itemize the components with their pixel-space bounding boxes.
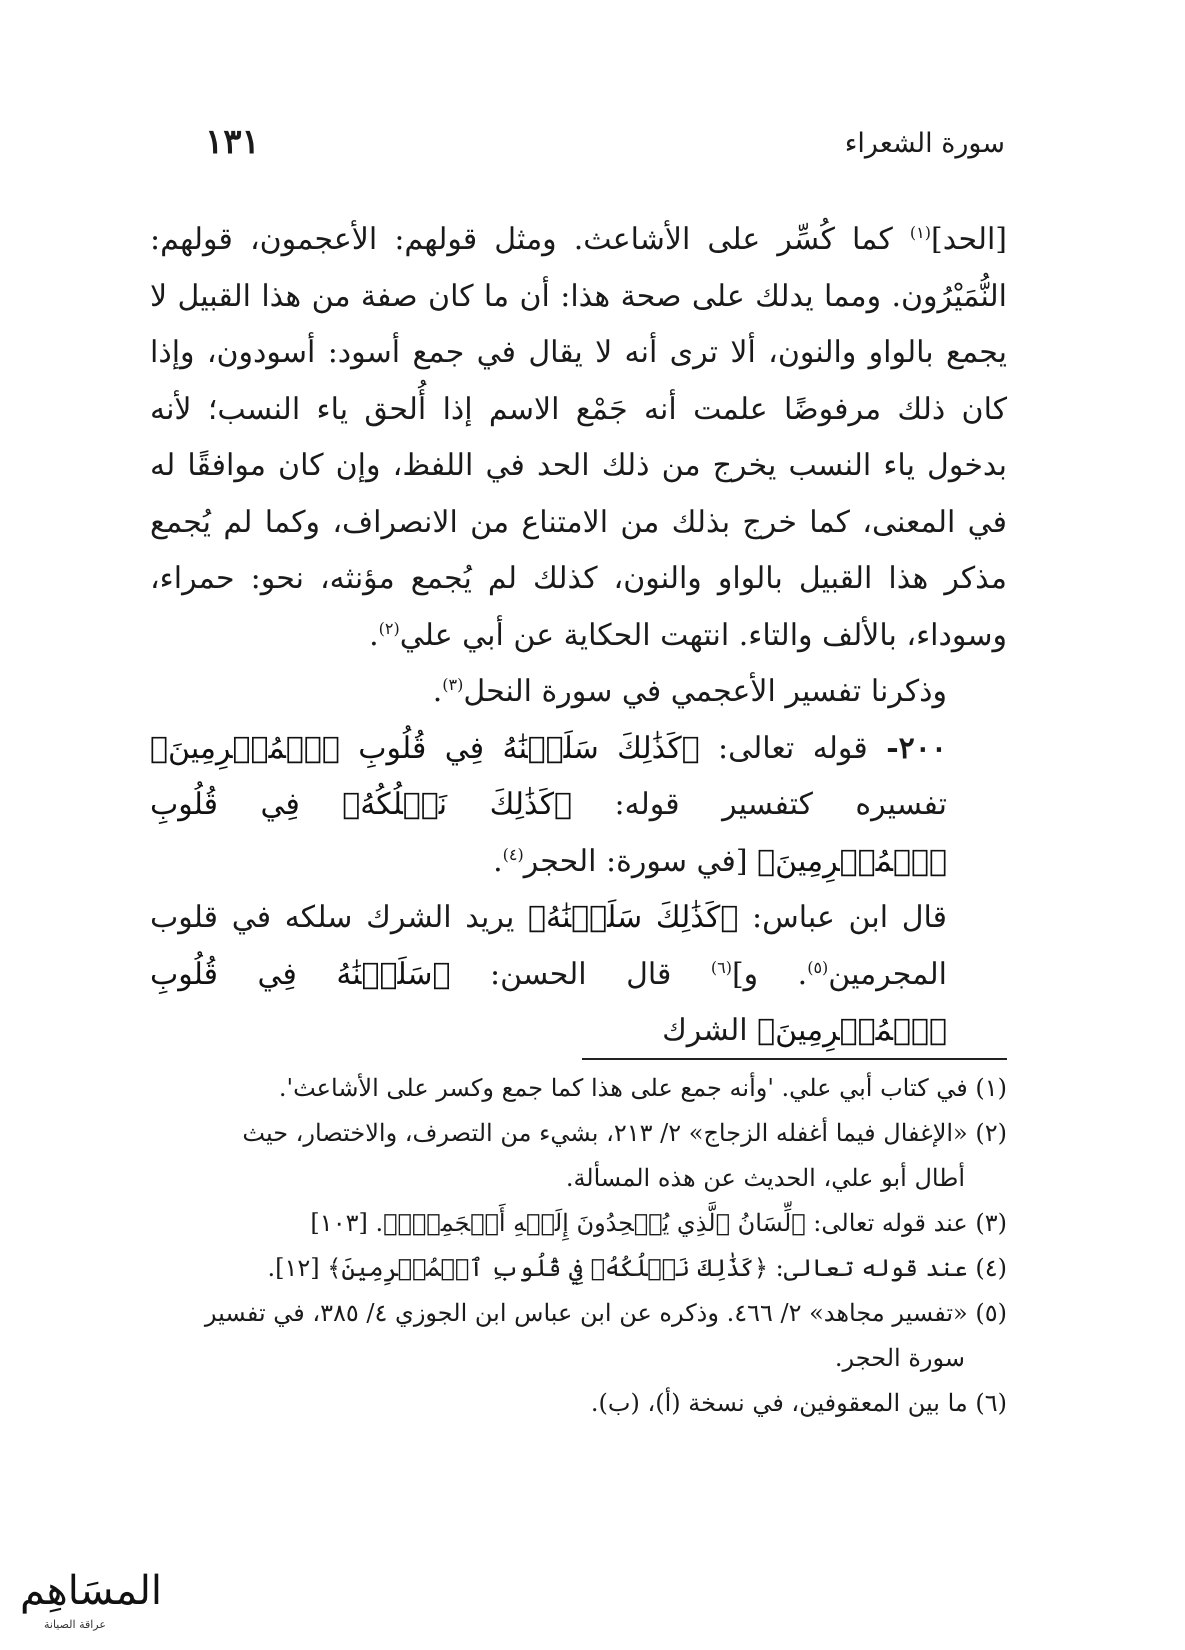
footnote-5-cont: سورة الحجر.	[834, 1344, 965, 1372]
paragraph-4	[150, 890, 1007, 1060]
quran-quote: ﴿كَذَٰلِكَ سَلَكۡنَٰهُ فِي قُلُوبِ ٱلۡمُجۡرِمِينَ﴾	[150, 730, 700, 766]
paragraph-text: قوله تعالى:	[699, 730, 887, 766]
paragraph-2	[150, 664, 1007, 721]
footnote-ref-1: (١)	[909, 223, 931, 242]
footnotes	[150, 1066, 1007, 1426]
bracket-text: [الحد]	[931, 222, 1007, 257]
paragraph-text: قال ابن عباس:	[738, 900, 947, 935]
footnote-ref-5: (٥)	[807, 957, 829, 977]
logo-subtitle: عراقة الصيانة	[44, 1618, 106, 1631]
footnote-ref-4: (٤)	[502, 844, 524, 864]
footnote-2-cont: أطال أبو علي، الحديث عن هذه المسألة.	[565, 1164, 965, 1192]
punct: .	[493, 843, 503, 879]
quran-quote: ﴿سَلَكۡنَٰهُ فِي قُلُوبِ ٱلۡمُجۡرِمِينَ﴾	[150, 956, 947, 1048]
main-text	[150, 212, 1007, 1060]
paragraph-text: كما كُسِّر على الأشاعث. ومثل قولهم: الأعجمون، قولهم: النُّمَيْرُون. ومما يدلك على صحة هذا: أن ما كان صفة من هذا القبيل لا يجمع بالواو والنون، ألا ترى أنه لا يقال في جمع أسود: أسودون، وإذا كان ذلك مرفوضًا علمت أنه جَمْع الاسم إذا أُلحق ياء النسب؛ لأنه بدخول ياء النسب يخرج من ذلك الحد في اللفظ، وإن كان موافقًا له في المعنى، كما خرج بذلك من الامتناع من الانصراف، وكما لم يُجمع مذكر هذا القبيل بالواو والنون، كذلك لم يُجمع مؤنثه، نحو: حمراء، وسوداء، بالألف والتاء. انتهت الحكاية عن أبي علي	[150, 222, 1007, 653]
logo-name: المسَاهِم	[20, 1568, 163, 1614]
quran-quote: ﴿كَذَٰلِكَ سَلَكۡنَٰهُ﴾	[527, 900, 739, 935]
paragraph-1	[150, 212, 1007, 664]
quran-quote: ﴿لِّسَانُ ٱلَّذِي يُلۡحِدُونَ إِلَيۡهِ أَعۡجَمِيّٞ﴾	[383, 1209, 806, 1237]
footnote-divider	[582, 1058, 1007, 1060]
paragraph-3	[150, 721, 1007, 891]
footnote-3	[150, 1201, 1007, 1246]
page-number: ١٣١	[205, 122, 260, 162]
footnote-4	[150, 1246, 1007, 1291]
paragraph-text: يريد الشرك سلكه في قلوب المجرمين	[150, 900, 947, 992]
footnote-5: (٥) «تفسير مجاهد» ٢/ ٤٦٦. وذكره عن ابن عباس ابن الجوزي ٤/ ٣٨٥، في تفسير	[204, 1299, 1007, 1327]
paragraph-text: [في سورة: الحجر	[523, 843, 758, 879]
footnote-text: . [١٠٣]	[310, 1209, 384, 1237]
footnote-text: [١٢].	[267, 1254, 328, 1282]
paragraph-text: وذكرنا تفسير الأعجمي في سورة النحل	[463, 674, 947, 709]
footnote-ref-6: (٦)	[710, 957, 732, 977]
publisher-logo	[6, 1562, 181, 1642]
paragraph-text: . و]	[731, 956, 808, 992]
punct: .	[369, 617, 379, 653]
footnote-2: (٢) «الإغفال فيما أغفله الزجاج» ٢/ ٢١٣، بشيء من التصرف، والاختصار، حيث	[242, 1119, 1007, 1147]
footnote-6: (٦) ما بين المعقوفين، في نسخة (أ)، (ب).	[590, 1389, 1007, 1417]
verse-number: ٢٠٠-	[886, 730, 947, 766]
punct: .	[432, 674, 443, 709]
paragraph-text: قال الحسن:	[450, 956, 711, 992]
footnote-1: (١) في كتاب أبي علي. 'وأنه جمع على هذا كما جمع وكسر على الأشاعث'.	[278, 1074, 1007, 1102]
footnote-text: (٣) عند قوله تعالى:	[805, 1209, 1007, 1237]
page-header	[205, 122, 1005, 184]
footnote-ref-3: (٣)	[442, 675, 464, 694]
quran-quote: ﴿كَذَٰلِكَ نَسۡلُكُهُۥ فِي قُلُوبِ ٱلۡمُجۡرِمِينَ﴾	[327, 1254, 769, 1282]
surah-title: سورة الشعراء	[844, 128, 1005, 159]
footnote-text: (٤) عند قوله تعالى:	[768, 1254, 1007, 1282]
quran-quote: ﴿كَذَٰلِكَ نَسۡلُكُهُۥ فِي قُلُوبِ ٱلۡمُجۡرِمِينَ﴾	[150, 787, 947, 879]
paragraph-text: الشرك	[662, 1013, 758, 1048]
paragraph-text: تفسيره كتفسير قوله:	[572, 787, 947, 822]
footnote-ref-2: (٢)	[378, 618, 400, 638]
